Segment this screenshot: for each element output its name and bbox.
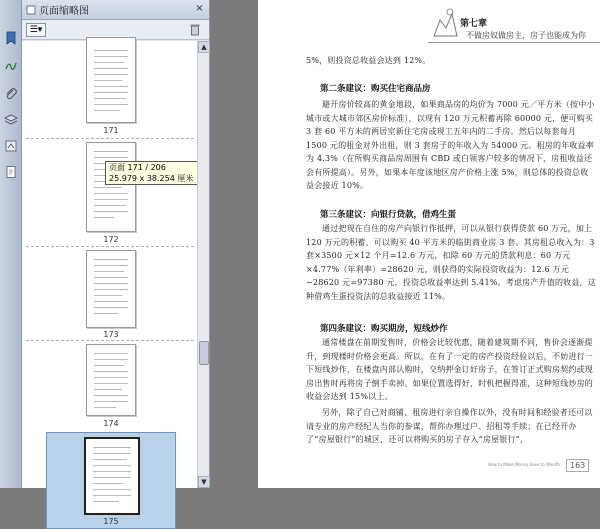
options-menu-button[interactable]: ☰▾ [26, 23, 46, 37]
panel-header [22, 0, 209, 20]
paragraph: 另外，除了自己对商铺、租房进行亲自操作以外，没有时间和经验者还可以请专业的房产经纪人当你的参谋，帮你办理过户、招租等手续；在已经开办了“房屋银行”的城区，还可以将购买的房子存入“房屋银行”， [306, 408, 593, 444]
chapter-tag: 第七章 [460, 19, 488, 29]
pages-icon[interactable] [3, 164, 19, 180]
panel-title: 页面缩略图 [39, 6, 89, 17]
footer-note: How to Make Money Save to Wealth [488, 462, 560, 467]
model-tree-icon[interactable] [3, 138, 19, 154]
signatures-icon[interactable] [3, 58, 19, 74]
thumbnail-separator [26, 246, 194, 247]
page-thumbnails-panel [22, 0, 210, 526]
section-heading: 第二条建议：购买住宅商品房 [320, 84, 431, 94]
page-thumbnail-173[interactable] [86, 250, 136, 328]
thumbnail-scrollbar[interactable] [197, 41, 209, 488]
paragraph: 避开房价较高的黄金地段，如果商品房的均价为 7000 元／平方米（按中小城市或大城市郊区房价标准），以现有 120 万元积蓄再除 60000 元，便可购买 3 套 60 平方米的两居室新住宅房或现工五年内的二手房。然后以每套每月 1500 元的租金对外出租，则 3 套房子的年收入为 54000 元。租房的年收益率为 4.3%（在所购买商品房周围有 CBD 或白领客户较多的情况下，房租收益还会有所提高）。另外，如果本年度该地区房产价格上涨 5%，则总体的投资总收益会接近 10%。 [306, 100, 595, 190]
thumbnail-label: 175 [103, 517, 119, 526]
page-thumbnail-175[interactable] [84, 437, 140, 515]
section-heading: 第三条建议：向银行贷款，借鸡生蛋 [320, 210, 457, 220]
scroll-down-icon[interactable]: ▼ [198, 476, 210, 488]
thumbnail-label: 173 [103, 330, 119, 339]
close-icon[interactable]: × [195, 3, 204, 14]
page-number: 163 [566, 459, 589, 472]
tooltip-page-line: 页面 171 / 206 [109, 163, 166, 172]
trash-icon[interactable] [189, 23, 201, 36]
document-page[interactable] [258, 0, 600, 488]
scrollbar-thumb[interactable] [199, 341, 209, 365]
chapter-illustration-icon [430, 6, 460, 40]
thumbnail-separator [26, 138, 194, 139]
thumbnail-label: 171 [103, 126, 119, 135]
page-info-tooltip [105, 161, 201, 185]
page-thumbnail-174[interactable] [86, 344, 136, 416]
thumbnail-list[interactable] [22, 41, 198, 526]
paragraph: 通常楼盘在前期发售时，价格会比较优惠，随着建筑期不同，售价会逐渐提升，到现楼时价格会更高。所以，在有了一定的房产投资经验以后，不妨进行一下短线炒作，在楼盘内部认购时，交纳押金订好房子，在签订正式购房契约或现房出售时再将房子倒手卖掉。如果位置选得好，时机把握得准，这种短线炒房的收益会达到 15%以上。 [306, 338, 593, 401]
thumbnail-separator [26, 340, 194, 341]
thumbnails-icon [26, 5, 36, 15]
scroll-up-icon[interactable]: ▲ [198, 41, 210, 53]
tooltip-size-line: 25.979 x 38.254 厘米 [109, 174, 194, 183]
paragraph: 通过把现在自住的房产向银行作抵押，可以从银行获得贷款 60 万元，加上 120 万元的积蓄，可以购买 40 平方米的临街商业房 3 套。其房租总收入为：3 套×3500 元×12 个月=12.6 万元，扣除 60 万元的贷款利息：60 万元×4.77%（年利率）=28620 元，则获得的实际投资收益为：12.6 万元−28620 元=97380 元，投资总收益率达到 5.41%。考虑房产升值的收益，这种借鸡生蛋投资法的总收益接近 11%。 [306, 224, 596, 301]
thumbnail-label: 174 [103, 419, 119, 428]
page-thumbnail-171[interactable] [86, 37, 136, 123]
navigation-tool-strip [0, 0, 22, 488]
chapter-divider [428, 42, 600, 43]
section-heading: 第四条建议：购买期房，短线炒作 [320, 324, 448, 334]
paragraph: 5%，则投资总收益会达到 12%。 [306, 56, 431, 65]
bookmarks-icon[interactable] [3, 30, 19, 46]
page-thumbnail-172[interactable] [86, 142, 136, 232]
layers-icon[interactable] [3, 112, 19, 128]
thumbnail-label: 172 [103, 235, 119, 244]
attachments-icon[interactable] [3, 86, 19, 102]
chapter-subtitle: 不做房奴做房主，房子也能成为你 [466, 31, 586, 40]
